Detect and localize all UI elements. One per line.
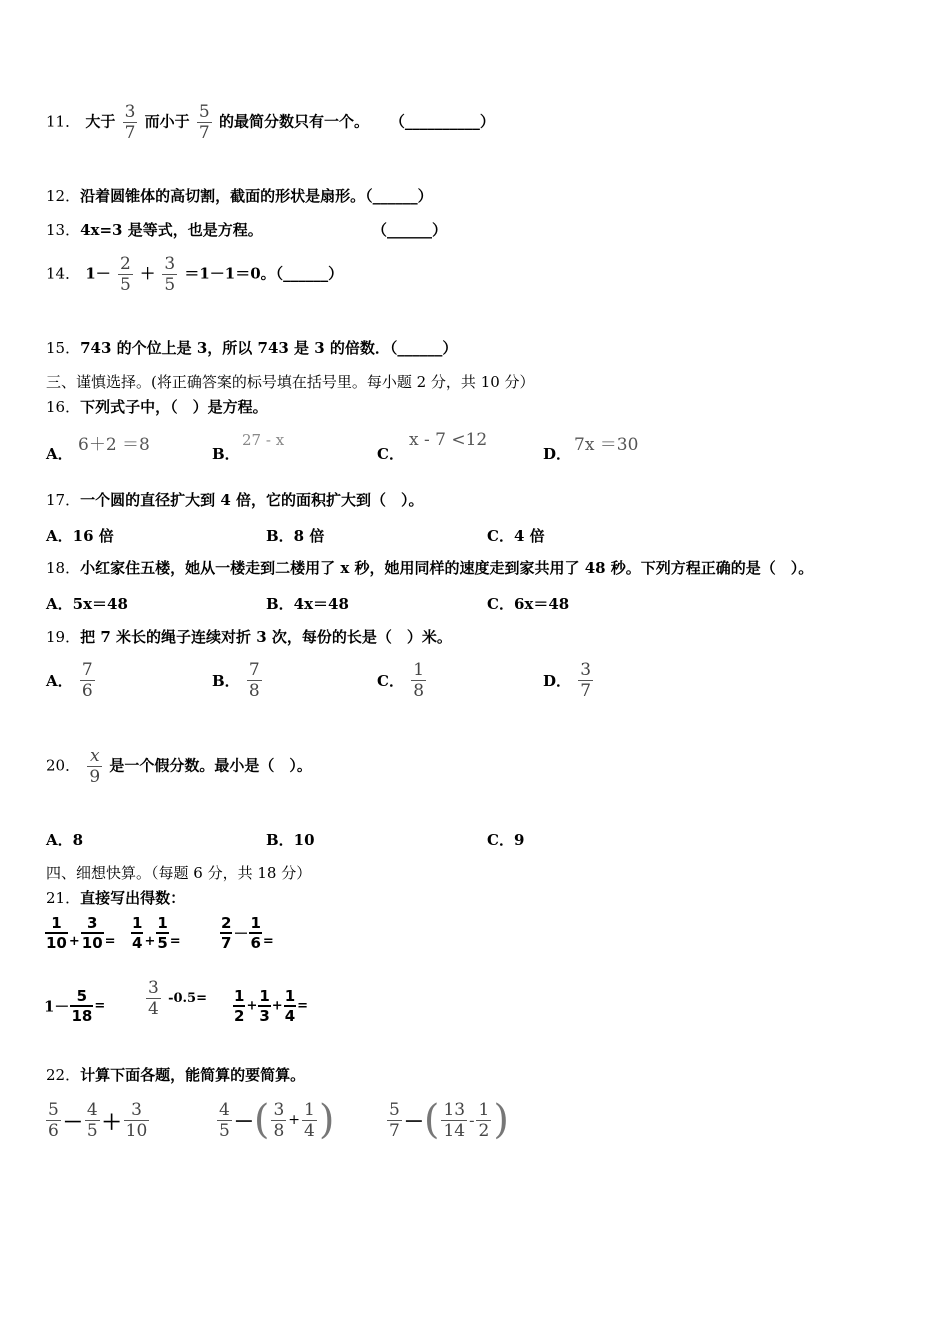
calc-2: $\frac{1}{4}$ + $\frac{1}{5}$ = <box>132 914 181 952</box>
option-a[interactable]: A．5x＝48 <box>46 595 128 613</box>
question-22: 22．计算下面各题，能简算的要简算。 <box>46 1066 306 1084</box>
question-19: 19．把 7 米长的绳子连续对折 3 次，每份的长是（ ）米。 <box>46 628 452 646</box>
calc-3: $\frac{2}{7}$ － $\frac{1}{6}$ = <box>221 914 274 952</box>
option-b-expr: 27 - x <box>242 431 285 449</box>
option-c[interactable]: C．6x＝48 <box>487 595 570 613</box>
option-d[interactable]: D． <box>543 445 572 463</box>
section-3-heading: 三、谨慎选择。(将正确答案的标号填在括号里。每小题 2 分，共 10 分） <box>46 373 535 391</box>
option-c[interactable]: C． <box>377 445 404 463</box>
option-b[interactable]: B．4x＝48 <box>266 595 349 613</box>
question-16: 16．下列式子中，（ ）是方程。 <box>46 398 268 416</box>
option-a[interactable]: A．8 <box>46 831 84 849</box>
fraction: $\frac{3}{7}$ <box>580 660 592 701</box>
option-c[interactable]: C． $\frac{1}{8}$ <box>377 660 425 701</box>
question-12: 12．沿着圆锥体的高切割，截面的形状是扇形。（______） <box>46 187 433 205</box>
section-4-heading: 四、细想快算。（每题 6 分，共 18 分） <box>46 864 312 882</box>
fraction: $\frac{7}{6}$ <box>81 660 93 701</box>
option-b[interactable]: B． <box>212 445 240 463</box>
fraction: $\frac{2}{5}$ <box>120 254 131 295</box>
calc-4: 1－ $\frac{5}{18}$ = <box>44 987 106 1025</box>
fraction: $\frac{7}{8}$ <box>248 660 260 701</box>
fraction: $\frac{x}{9}$ <box>89 746 101 787</box>
calc-expr-2: $\frac{4}{5}$ －( $\frac{3}{8}$ + $\frac{1}{4}$ ) <box>219 1097 335 1143</box>
fraction: $\frac{3}{5}$ <box>164 254 176 295</box>
question-13: 13．4x=3 是等式，也是方程。 <box>46 221 263 239</box>
calc-5: $\frac{3}{4}$ -0.5= <box>148 978 207 1019</box>
option-d-expr: 7x ＝30 <box>574 435 639 455</box>
fraction: $\frac{5}{7}$ <box>198 102 210 143</box>
fraction: $\frac{1}{8}$ <box>413 660 425 701</box>
question-15: 15．743 的个位上是 3，所以 743 是 3 的倍数．（______） <box>46 339 458 357</box>
answer-blank[interactable]: （______） <box>372 221 448 239</box>
option-c-expr: x - 7 <12 <box>409 430 488 450</box>
answer-blank[interactable]: （__________） <box>389 112 495 131</box>
fraction: $\frac{3}{7}$ <box>124 102 136 143</box>
calc-expr-1: $\frac{5}{6}$ － $\frac{4}{5}$ ＋ $\frac{3}{10}$ <box>48 1100 148 1141</box>
option-b[interactable]: B．10 <box>266 831 315 849</box>
question-18: 18．小红家住五楼，她从一楼走到二楼用了 x 秒，她用同样的速度走到家共用了 48 秒。下列方程正确的是（ ）。 <box>46 559 814 577</box>
question-20: 20． $\frac{x}{9}$ 是一个假分数。最小是（ ）。 <box>46 746 312 787</box>
calc-1: $\frac{1}{10}$ + $\frac{3}{10}$ = <box>46 914 116 952</box>
option-d[interactable]: D． $\frac{3}{7}$ <box>543 660 592 701</box>
question-17: 17．一个圆的直径扩大到 4 倍，它的面积扩大到（ ）。 <box>46 491 424 509</box>
option-b[interactable]: B． $\frac{7}{8}$ <box>212 660 260 701</box>
calc-expr-3: $\frac{5}{7}$ －( $\frac{13}{14}$ - $\frac{1}{2}$ ) <box>389 1097 509 1143</box>
option-a[interactable]: A．16 倍 <box>46 527 114 545</box>
option-c[interactable]: C．9 <box>487 831 525 849</box>
calc-6: $\frac{1}{2}$ + $\frac{1}{3}$ + $\frac{1}{4}$ = <box>234 987 309 1025</box>
question-number: 11． <box>46 112 81 131</box>
option-a[interactable]: A． $\frac{7}{6}$ <box>46 660 93 701</box>
question-11: 11． 大于 $\frac{3}{7}$ 而小于 $\frac{5}{7}$ 的最简分数只有一个。 （__________） <box>46 102 495 143</box>
option-a[interactable]: A． <box>46 445 73 463</box>
question-14: 14． 1－ $\frac{2}{5}$ ＋ $\frac{3}{5}$ ＝1－1＝0。（______） <box>46 254 344 295</box>
question-21: 21．直接写出得数： <box>46 889 186 907</box>
option-b[interactable]: B．8 倍 <box>266 527 325 545</box>
option-a-expr: 6＋2 ＝8 <box>78 435 150 455</box>
option-c[interactable]: C．4 倍 <box>487 527 545 545</box>
